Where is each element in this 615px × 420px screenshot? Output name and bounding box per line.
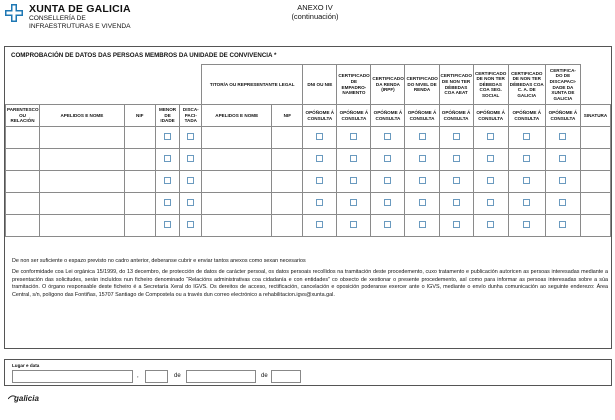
checkbox-cell	[545, 127, 580, 149]
header-spacer	[6, 65, 202, 105]
text-input-cell[interactable]	[40, 127, 125, 149]
text-input-cell[interactable]	[272, 149, 303, 171]
checkbox[interactable]	[523, 221, 530, 228]
table-row	[6, 149, 611, 171]
checkbox-cell	[405, 127, 439, 149]
text-input-cell[interactable]	[272, 193, 303, 215]
text-input-cell[interactable]	[40, 193, 125, 215]
table-row	[6, 127, 611, 149]
checkbox[interactable]	[164, 177, 171, 184]
column-header-row	[6, 105, 611, 127]
col-parentesco: PARENTESCO OU RELACIÓN	[6, 105, 40, 127]
text-input-cell[interactable]	[202, 127, 272, 149]
text-input-cell[interactable]	[6, 127, 40, 149]
checkbox-cell	[155, 149, 180, 171]
checkbox-cell	[371, 193, 405, 215]
checkbox-cell	[337, 193, 371, 215]
checkbox[interactable]	[559, 133, 566, 140]
discapacidade-group-header: CERTIFICA-DO DE DISCAPACI-DADE DA XUNTA DE GALICIA	[545, 65, 580, 105]
text-input-cell[interactable]	[124, 193, 155, 215]
checkbox-cell	[180, 127, 202, 149]
checkbox[interactable]	[187, 177, 194, 184]
place-date-section	[4, 359, 612, 386]
checkbox[interactable]	[453, 155, 460, 162]
table-row	[6, 215, 611, 237]
checkbox[interactable]	[316, 155, 323, 162]
checkbox-cell	[473, 127, 508, 149]
place-input[interactable]	[12, 370, 133, 383]
checkbox-cell	[405, 171, 439, 193]
checkbox[interactable]	[523, 133, 530, 140]
checkbox-cell	[303, 149, 337, 171]
members-section	[4, 46, 612, 349]
checkbox[interactable]	[164, 155, 171, 162]
text-input-cell[interactable]	[40, 149, 125, 171]
empadronamento-group-header: CERTIFICADO DE EMPADRO-NAMENTO	[337, 65, 371, 105]
checkbox[interactable]	[187, 221, 194, 228]
day-input[interactable]	[145, 370, 168, 383]
checkbox[interactable]	[187, 133, 194, 140]
checkbox-cell	[545, 171, 580, 193]
text-input-cell[interactable]	[272, 215, 303, 237]
checkbox-cell	[545, 215, 580, 237]
checkbox-cell	[155, 193, 180, 215]
org-name: XUNTA DE GALICIA	[29, 3, 131, 15]
text-input-cell[interactable]	[124, 127, 155, 149]
checkbox[interactable]	[419, 221, 426, 228]
checkbox[interactable]	[384, 133, 391, 140]
table-row	[6, 193, 611, 215]
col-oppose-empadronamento: OPÓÑOME Á CONSULTA	[337, 105, 371, 127]
checkbox[interactable]	[316, 133, 323, 140]
checkbox-cell	[371, 215, 405, 237]
comma-separator: ,	[137, 373, 139, 379]
members-table-body	[6, 127, 611, 237]
checkbox[interactable]	[523, 199, 530, 206]
text-input-cell[interactable]	[202, 171, 272, 193]
text-input-cell[interactable]	[40, 171, 125, 193]
checkbox-cell	[371, 127, 405, 149]
checkbox-cell	[508, 149, 545, 171]
header-spacer-right	[580, 65, 610, 105]
col-tutor-nif: NIF	[272, 105, 303, 127]
month-input[interactable]	[186, 370, 256, 383]
group-header-row	[6, 65, 611, 105]
text-input-cell[interactable]	[6, 149, 40, 171]
col-oppose-aeat: OPÓÑOME Á CONSULTA	[439, 105, 473, 127]
privacy-note: De conformidade coa Lei orgánica 15/1999, do 13 decembro, de protección de datos de carácter persoal, os datos persoais recollidos na tramitación deste procedemento, cuxo tratamento e publicación autoricen as persoas interesadas mediante a presentación das solicitudes, serán incluídos nun ficheiro denominado “Relacións administrativas coa cidadanía e con entidades” co obxecto de xestionar o presente procedemento, así como para informar as persoas interesadas sobre a súa tramitación. O órgano responsable deste ficheiro é a Secretaría Xeral do IGVS. Os dereitos de acceso, rectificación, cancelación e oposición poderanse exercer ante o IGVS, mediante o envío dunha comunicación ao seguinte enderezo: Área Central, s/n, polígono das Fontiñas, 15707 Santiago de Compostela ou a través dun correo electrónico a rehabilitacion.igvs@xunta.gal.	[12, 269, 608, 298]
checkbox[interactable]	[164, 221, 171, 228]
checkbox-cell	[337, 215, 371, 237]
checkbox[interactable]	[384, 177, 391, 184]
checkbox-cell	[473, 149, 508, 171]
col-oppose-renda-irpf: OPÓÑOME Á CONSULTA	[371, 105, 405, 127]
checkbox-cell	[303, 127, 337, 149]
checkbox[interactable]	[384, 199, 391, 206]
renda-irpf-group-header: CERTIFICADO DA RENDA (IRPF)	[371, 65, 405, 105]
section-title: COMPROBACIÓN DE DATOS DAS PERSOAS MEMBROS DA UNIDADE DE CONVIVENCIA *	[11, 52, 277, 59]
text-input-cell[interactable]	[580, 149, 610, 171]
text-input-cell[interactable]	[124, 215, 155, 237]
checkbox[interactable]	[419, 133, 426, 140]
text-input-cell[interactable]	[580, 171, 610, 193]
checkbox-cell	[405, 193, 439, 215]
text-input-cell[interactable]	[124, 171, 155, 193]
checkbox-cell	[439, 171, 473, 193]
checkbox-cell	[371, 171, 405, 193]
checkbox[interactable]	[559, 155, 566, 162]
table-row	[6, 171, 611, 193]
checkbox-cell	[508, 193, 545, 215]
col-discapacitada: DISCA-PACI-TADA	[180, 105, 202, 127]
col-oppose-nivel-renda: OPÓÑOME Á CONSULTA	[405, 105, 439, 127]
text-input-cell[interactable]	[6, 171, 40, 193]
checkbox-cell	[508, 215, 545, 237]
checkbox-cell	[155, 215, 180, 237]
checkbox-cell	[155, 127, 180, 149]
text-input-cell[interactable]	[40, 215, 125, 237]
checkbox[interactable]	[523, 155, 530, 162]
checkbox[interactable]	[384, 155, 391, 162]
checkbox-cell	[180, 193, 202, 215]
checkbox[interactable]	[487, 221, 494, 228]
checkbox-cell	[508, 127, 545, 149]
nivel-renda-group-header: CERTIFICADO DO NIVEL DE RENDA	[405, 65, 439, 105]
checkbox-cell	[545, 193, 580, 215]
checkbox-cell	[439, 149, 473, 171]
checkbox[interactable]	[316, 177, 323, 184]
checkbox-cell	[337, 149, 371, 171]
checkbox[interactable]	[350, 199, 357, 206]
checkbox[interactable]	[453, 133, 460, 140]
annex-title: ANEXO IV	[297, 3, 333, 12]
checkbox[interactable]	[559, 199, 566, 206]
checkbox[interactable]	[187, 199, 194, 206]
org-dept-line1: CONSELLERÍA DE	[29, 15, 86, 22]
text-input-cell[interactable]	[124, 149, 155, 171]
checkbox[interactable]	[384, 221, 391, 228]
checkbox[interactable]	[523, 177, 530, 184]
dni-group-header: DNI OU NIE	[303, 65, 337, 105]
text-input-cell[interactable]	[272, 127, 303, 149]
checkbox[interactable]	[316, 221, 323, 228]
text-input-cell[interactable]	[6, 215, 40, 237]
galicia-brand: galicia	[14, 394, 39, 403]
checkbox[interactable]	[419, 199, 426, 206]
checkbox[interactable]	[487, 133, 494, 140]
checkbox[interactable]	[350, 155, 357, 162]
text-input-cell[interactable]	[580, 193, 610, 215]
checkbox[interactable]	[487, 199, 494, 206]
checkbox-cell	[180, 149, 202, 171]
checkbox-cell	[473, 193, 508, 215]
checkbox-cell	[180, 171, 202, 193]
checkbox[interactable]	[316, 199, 323, 206]
checkbox[interactable]	[164, 199, 171, 206]
checkbox[interactable]	[187, 155, 194, 162]
checkbox[interactable]	[487, 155, 494, 162]
checkbox-cell	[439, 127, 473, 149]
insufficient-space-note: De non ser suficiente o espazo previsto no cadro anterior, deberanse cubrir e enviar tantos anexos como sexan necesarios	[12, 258, 306, 264]
checkbox-cell	[473, 171, 508, 193]
checkbox[interactable]	[350, 221, 357, 228]
col-oppose-seg-social: OPÓÑOME Á CONSULTA	[473, 105, 508, 127]
checkbox-cell	[180, 215, 202, 237]
members-table	[5, 64, 611, 237]
col-oppose-dni: OPÓÑOME Á CONSULTA	[303, 105, 337, 127]
checkbox[interactable]	[559, 177, 566, 184]
seg-social-group-header: CERTIFICADO DE NON TER DÉBEDAS COA SEG. SOCIAL	[473, 65, 508, 105]
org-dept-line2: INFRAESTRUTURAS E VIVENDA	[29, 23, 131, 30]
tutor-group-header: TITOR/A OU REPRESENTANTE LEGAL	[202, 65, 303, 105]
text-input-cell[interactable]	[580, 127, 610, 149]
aeat-group-header: CERTIFICADO DE NON TER DÉBEDAS COA AEAT	[439, 65, 473, 105]
place-date-label: Lugar e data	[12, 363, 40, 368]
checkbox[interactable]	[419, 177, 426, 184]
checkbox[interactable]	[350, 133, 357, 140]
annex-heading	[0, 3, 615, 21]
col-menor: MENOR DE IDADE	[155, 105, 180, 127]
form-header	[0, 0, 615, 46]
checkbox[interactable]	[453, 199, 460, 206]
col-oppose-xunta: OPÓÑOME Á CONSULTA	[508, 105, 545, 127]
text-input-cell[interactable]	[272, 171, 303, 193]
checkbox-cell	[545, 149, 580, 171]
checkbox-cell	[337, 171, 371, 193]
checkbox-cell	[439, 193, 473, 215]
year-input[interactable]	[271, 370, 301, 383]
text-input-cell[interactable]	[202, 193, 272, 215]
de-label-2: de	[261, 373, 268, 379]
col-nif: NIF	[124, 105, 155, 127]
annex-subtitle: (continuación)	[291, 12, 339, 21]
de-label-1: de	[174, 373, 181, 379]
col-apelidos: APELIDOS E NOME	[40, 105, 125, 127]
checkbox[interactable]	[350, 177, 357, 184]
checkbox-cell	[473, 215, 508, 237]
col-sinatura: SINATURA	[580, 105, 610, 127]
text-input-cell[interactable]	[580, 215, 610, 237]
checkbox-cell	[508, 171, 545, 193]
checkbox-cell	[303, 193, 337, 215]
xunta-group-header: CERTIFICADO DE NON TER DÉBEDAS COA C. A. DE GALICIA	[508, 65, 545, 105]
checkbox-cell	[371, 149, 405, 171]
text-input-cell[interactable]	[6, 193, 40, 215]
checkbox[interactable]	[487, 177, 494, 184]
text-input-cell[interactable]	[202, 149, 272, 171]
text-input-cell[interactable]	[202, 215, 272, 237]
checkbox-cell	[303, 171, 337, 193]
checkbox-cell	[405, 215, 439, 237]
checkbox-cell	[155, 171, 180, 193]
checkbox[interactable]	[453, 177, 460, 184]
checkbox[interactable]	[164, 133, 171, 140]
col-tutor-apelidos: APELIDOS E NOME	[202, 105, 272, 127]
checkbox-cell	[303, 215, 337, 237]
checkbox[interactable]	[453, 221, 460, 228]
checkbox-cell	[337, 127, 371, 149]
checkbox-cell	[405, 149, 439, 171]
checkbox[interactable]	[419, 155, 426, 162]
checkbox-cell	[439, 215, 473, 237]
checkbox[interactable]	[559, 221, 566, 228]
col-oppose-discapacidade: OPÓÑOME Á CONSULTA	[545, 105, 580, 127]
